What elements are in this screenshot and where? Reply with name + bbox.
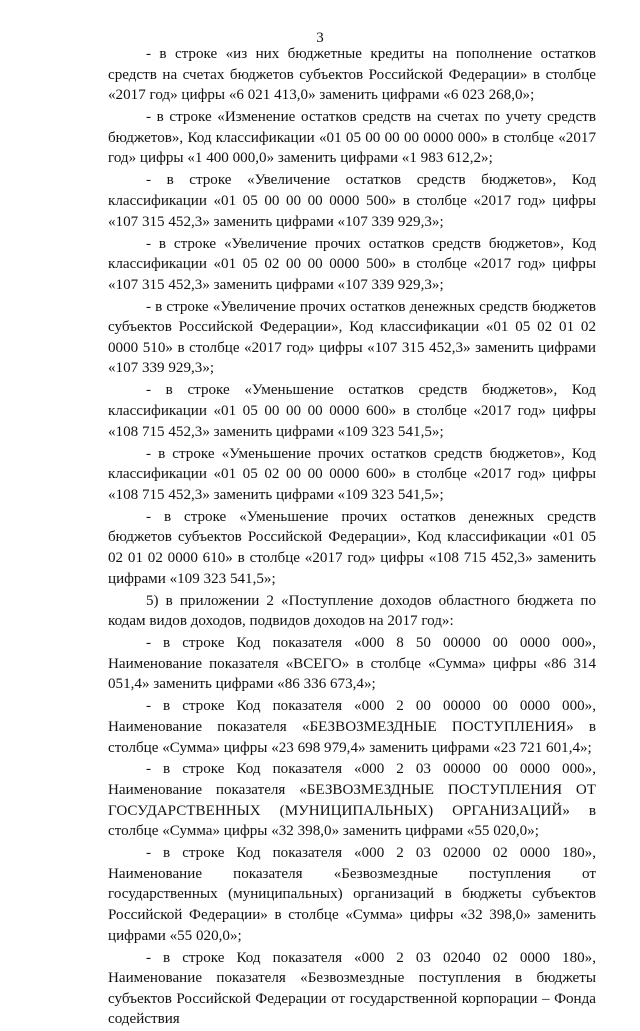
paragraph-item-5: 5) в приложении 2 «Поступление доходов областного бюджета по кодам видов доходов, подвидов доходов на 2017 год»: [108,592,596,630]
paragraph: - в строке Код показателя «000 8 50 00000 00 0000 000», Наименование показателя «ВСЕГО» в столбце «Сумма» цифры «86 314 051,4» заменить цифрами «86 336 673,4»; [108,635,596,693]
paragraph: - в строке «Уменьшение остатков средств бюджетов», Код классификации «01 05 00 00 00 0000 600» в столбце «2017 год» цифры «108 715 452,3» заменить цифрами «109 323 541,5»; [108,382,596,440]
document-body [108,44,596,1031]
paragraph: - в строке «из них бюджетные кредиты на пополнение остатков средств на счетах бюджетов субъектов Российской Федерации» в столбце «2017 год» цифры «6 021 413,0» заменить цифрами «6 023 268,0»; [108,46,596,104]
paragraph: - в строке «Уменьшение прочих остатков средств бюджетов», Код классификации «01 05 02 00 00 0000 600» в столбце «2017 год» цифры «108 715 452,3» заменить цифрами «109 323 541,5»; [108,445,596,503]
paragraph: - в строке Код показателя «000 2 03 02000 02 0000 180», Наименование показателя «Безвозмездные поступления от государственных (муниципальных) организаций в бюджеты субъектов Российской Федерации» в столбце «Сумма» цифры «32 398,0» заменить цифрами «55 020,0»; [108,845,596,944]
paragraph: - в строке Код показателя «000 2 03 02040 02 0000 180», Наименование показателя «Безвозмездные поступления в бюджеты субъектов Российской Федерации от государственной корпорации – Фонда содействия [108,949,596,1028]
page-number: 3 [316,30,324,46]
paragraph: - в строке «Увеличение прочих остатков денежных средств бюджетов субъектов Российской Федерации», Код классификации «01 05 02 01 02 0000 510» в столбце «2017 год» цифры «107 315 452,3» заменить цифрами «107 339 929,3»; [108,298,596,377]
paragraph: - в строке Код показателя «000 2 00 00000 00 0000 000», Наименование показателя «БЕЗВОЗМЕЗДНЫЕ ПОСТУПЛЕНИЯ» в столбце «Сумма» цифры «23 698 979,4» заменить цифрами «23 721 601,4»; [108,698,596,756]
paragraph: - в строке «Увеличение прочих остатков средств бюджетов», Код классификации «01 05 02 00 00 0000 500» в столбце «2017 год» цифры «107 315 452,3» заменить цифрами «107 339 929,3»; [108,235,596,293]
paragraph: - в строке «Увеличение остатков средств бюджетов», Код классификации «01 05 00 00 00 0000 500» в столбце «2017 год» цифры «107 315 452,3» заменить цифрами «107 339 929,3»; [108,172,596,230]
paragraph: - в строке Код показателя «000 2 03 00000 00 0000 000», Наименование показателя «БЕЗВОЗМЕЗДНЫЕ ПОСТУПЛЕНИЯ ОТ ГОСУДАРСТВЕННЫХ (МУНИЦИПАЛЬНЫХ) ОРГАНИЗАЦИЙ» в столбце «Сумма» цифры «32 398,0» заменить цифрами «55 020,0»; [108,761,596,840]
paragraph: - в строке «Изменение остатков средств на счетах по учету средств бюджетов», Код классификации «01 05 00 00 00 0000 000» в столбце «2017 год» цифры «1 400 000,0» заменить цифрами «1 983 612,2»; [108,109,596,167]
paragraph: - в строке «Уменьшение прочих остатков денежных средств бюджетов субъектов Российской Федерации», Код классификации «01 05 02 01 02 0000 610» в столбце «2017 год» цифры «108 715 452,3» заменить цифрами «109 323 541,5»; [108,508,596,587]
